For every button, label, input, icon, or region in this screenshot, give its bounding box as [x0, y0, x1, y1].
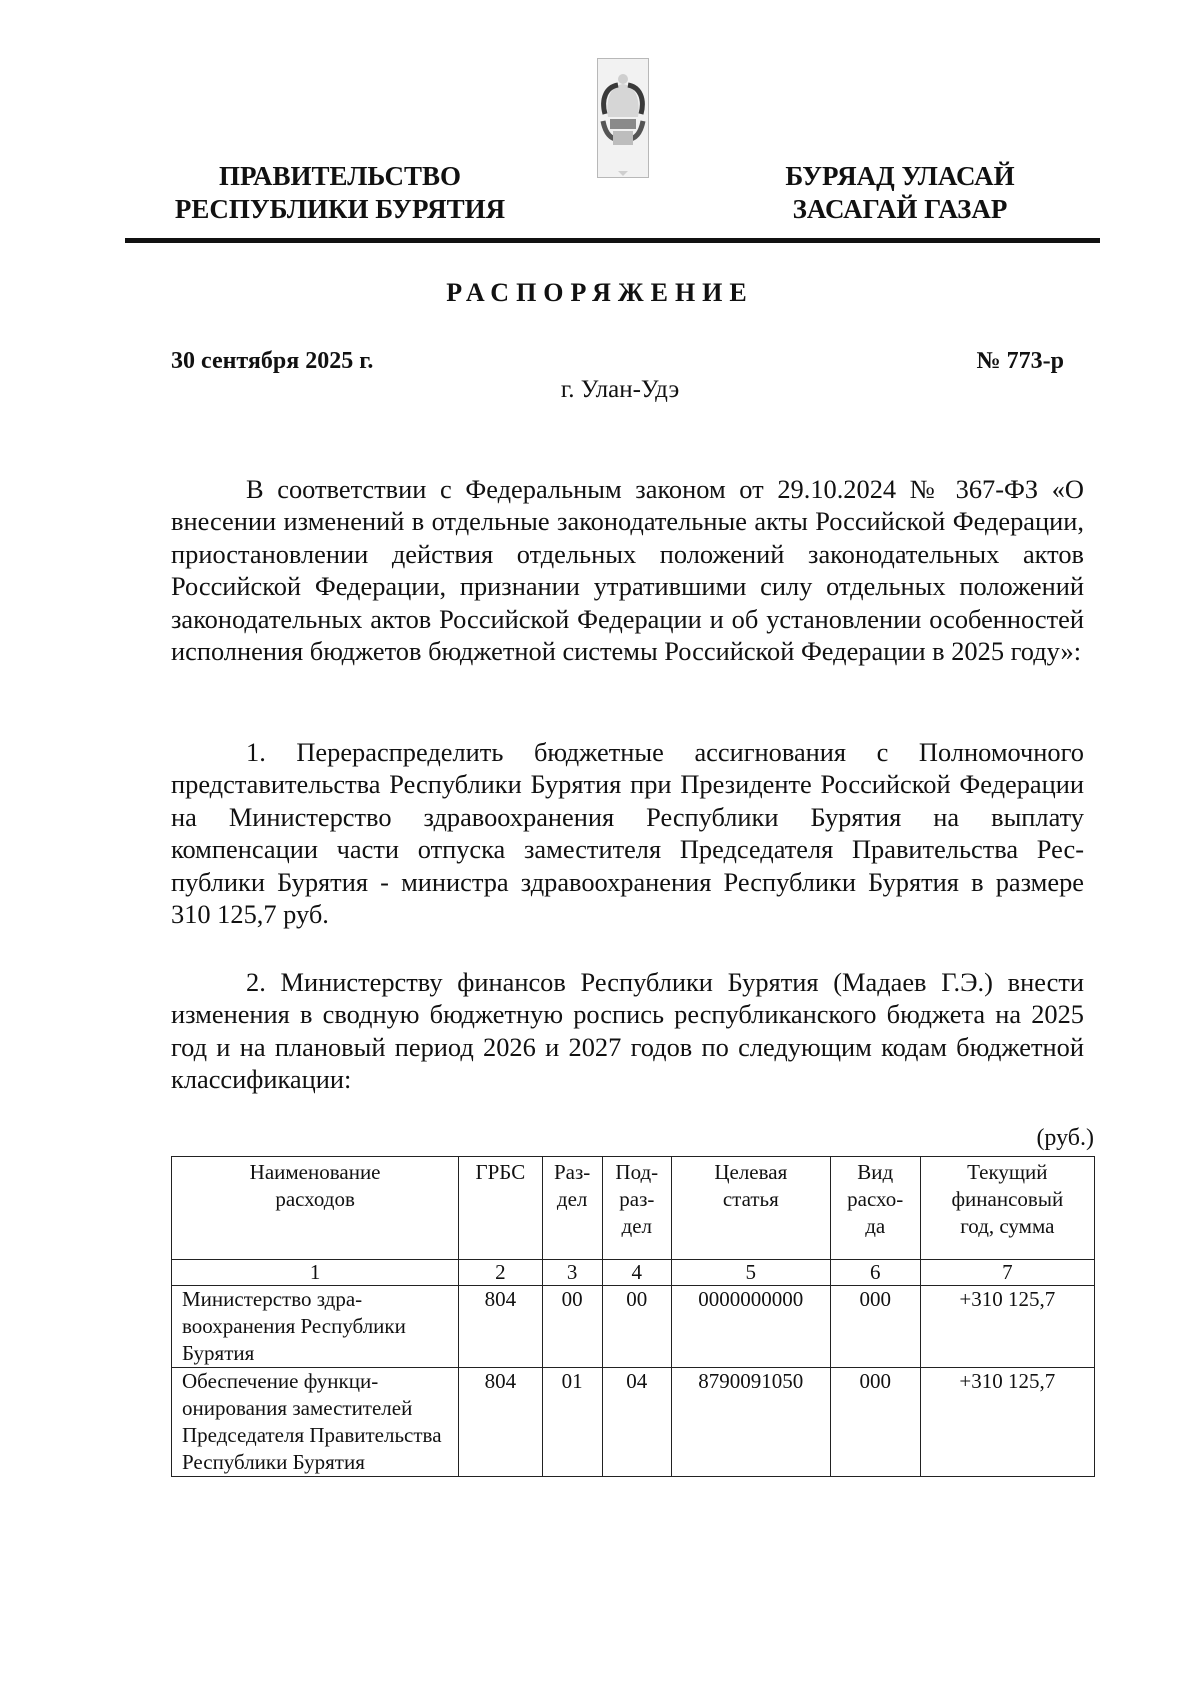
budget-classification-table [171, 1156, 1095, 1477]
coat-of-arms-icon [597, 58, 649, 178]
document-date: 30 сентября 2025 г. [171, 348, 374, 374]
header-line: дел [556, 1187, 588, 1211]
header-line: финансовый [951, 1187, 1064, 1211]
column-header-razdel [542, 1157, 602, 1260]
cell-name: Обеспечение функционирования заместителей Председателя Правительства Республики Бурятия [172, 1368, 459, 1477]
header-line: раз- [619, 1187, 655, 1211]
header-line: Текущий [967, 1160, 1048, 1184]
table-row [172, 1286, 1095, 1368]
header-line: расходов [275, 1187, 355, 1211]
column-number: 7 [920, 1260, 1094, 1286]
column-header-podrazdel [602, 1157, 671, 1260]
cell-podrazdel: 04 [602, 1368, 671, 1477]
column-number: 2 [459, 1260, 542, 1286]
header-line: Целевая [714, 1160, 788, 1184]
header-line: Под- [615, 1160, 659, 1184]
cell-podrazdel: 00 [602, 1286, 671, 1368]
header-line: ГРБС [475, 1160, 526, 1184]
cell-grbs: 804 [459, 1286, 542, 1368]
currency-units-label: (руб.) [1036, 1125, 1094, 1151]
cell-razdel: 01 [542, 1368, 602, 1477]
org-name-line: РЕСПУБЛИКИ БУРЯТИЯ [174, 194, 506, 224]
document-type-title: РАСПОРЯЖЕНИЕ [446, 278, 754, 307]
column-header-vid-rashoda [830, 1157, 920, 1260]
column-number: 6 [830, 1260, 920, 1286]
header-line: Наименование [249, 1160, 381, 1184]
org-name-line: БУРЯАД УЛАСАЙ [785, 161, 1015, 191]
header-line: статья [722, 1187, 779, 1211]
header-line: расхо- [847, 1187, 904, 1211]
org-name-buryat [740, 160, 1060, 226]
cell-summa: +310 125,7 [920, 1286, 1094, 1368]
cell-celevaya-statya: 8790091050 [671, 1368, 830, 1477]
column-number: 4 [602, 1260, 671, 1286]
column-header-celevaya-statya [671, 1157, 830, 1260]
column-number-row [172, 1260, 1095, 1286]
column-number: 3 [542, 1260, 602, 1286]
header-line: Вид [857, 1160, 894, 1184]
document-city: г. Улан-Удэ [560, 376, 680, 403]
cell-vid-rashoda: 000 [830, 1286, 920, 1368]
org-name-line: ЗАСАГАЙ ГАЗАР [792, 194, 1008, 224]
column-header-grbs [459, 1157, 542, 1260]
cell-celevaya-statya: 0000000000 [671, 1286, 830, 1368]
cell-grbs: 804 [459, 1368, 542, 1477]
header-divider [125, 238, 1100, 243]
item-1-paragraph: 1. Перераспределить бюджетные ассигнования с Полномочного представительства Республики Бурятия при Президенте Российской Федерации на Министерство здравоохранения Республики Бурятия на выплату компенсации части отпуска заместителя Председателя Правительства Республики Бурятия - министра здравоохранения Республики Бурятия в размере 310 125,7 руб. [171, 737, 1084, 930]
column-number: 5 [671, 1260, 830, 1286]
org-name-russian [150, 160, 530, 226]
column-number: 1 [172, 1260, 459, 1286]
preamble-paragraph: В соответствии с Федеральным законом от 29.10.2024 № 367-ФЗ «О внесении изменений в отдельные законодательные акты Российской Федерации, приостановлении действия отдельных положений законодательных актов Российской Федерации, признании утратившими силу отдельных положений законодательных актов Российской Федерации и об установлении особенностей исполнения бюджетов бюджетной системы Российской Федерации в 2025 году»: [171, 474, 1084, 667]
document-number: № 773-р [976, 348, 1064, 374]
header-line: Раз- [553, 1160, 591, 1184]
table-row [172, 1368, 1095, 1477]
column-header-name [172, 1157, 459, 1260]
header-line: дел [621, 1214, 653, 1238]
table-header-row [172, 1157, 1095, 1260]
cell-vid-rashoda: 000 [830, 1368, 920, 1477]
header-line: год, сумма [960, 1214, 1055, 1238]
header-line: да [865, 1214, 886, 1238]
cell-name: Министерство здравоохранения Республики Бурятия [172, 1286, 459, 1368]
column-header-summa [920, 1157, 1094, 1260]
org-name-line: ПРАВИТЕЛЬСТВО [218, 161, 462, 191]
cell-razdel: 00 [542, 1286, 602, 1368]
cell-summa: +310 125,7 [920, 1368, 1094, 1477]
item-2-paragraph: 2. Министерству финансов Республики Бурятия (Мадаев Г.Э.) внести изменения в сводную бюджетную роспись республиканского бюджета на 2025 год и на плановый период 2026 и 2027 годов по следующим кодам бюджетной классификации: [171, 967, 1084, 1095]
